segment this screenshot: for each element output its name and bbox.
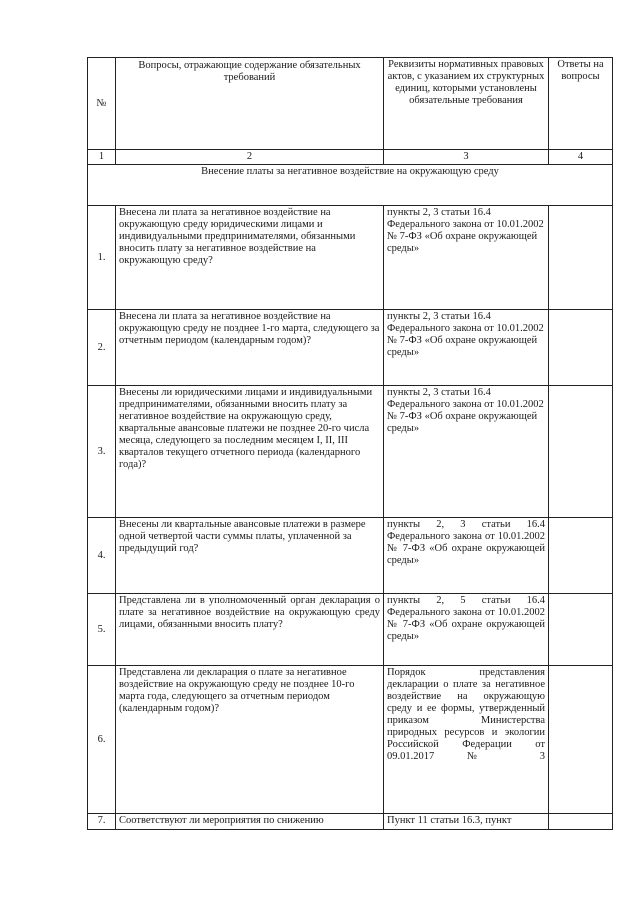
table-row [88,518,613,594]
requisite-cell: пункты 2, 3 статьи 16.4 Федерального закона от 10.01.2002 № 7-ФЗ «Об охране окружающей среды» [384,206,549,310]
header-requisites: Реквизиты нормативных правовых актов, с указанием их структурных единиц, которыми установлены обязательные требования [384,58,549,150]
row-number: 7. [88,814,116,830]
row-number: 4. [88,518,116,594]
question-cell: Внесена ли плата за негативное воздействие на окружающую среду юридическими лицами и индивидуальными предпринимателями, обязанными вносить плату за негативное воздействие на окружающую среду? [116,206,384,310]
column-number-row [88,150,613,165]
column-number: 4 [549,150,613,165]
section-title: Внесение платы за негативное воздействие на окружающую среду [88,165,613,206]
header-row [88,58,613,150]
question-cell: Внесены ли квартальные авансовые платежи в размере одной четвертой части суммы платы, уплаченной за предыдущий год? [116,518,384,594]
table-row [88,310,613,386]
answer-cell [549,310,613,386]
header-answers: Ответы на вопросы [549,58,613,150]
row-number: 2. [88,310,116,386]
requisite-cell: Порядок представления декларации о плате за негативное воздействие на окружающую среду и ее формы, утвержденный приказом Министерства природных ресурсов и экологии Российской Федерации от 09.01.2017 № 3 [384,666,549,814]
row-number: 1. [88,206,116,310]
row-number: 3. [88,386,116,518]
table-row [88,206,613,310]
column-number: 1 [88,150,116,165]
row-number: 5. [88,594,116,666]
table-row [88,666,613,814]
row-number: 6. [88,666,116,814]
question-cell: Внесена ли плата за негативное воздействие на окружающую среду не позднее 1-го марта, следующего за отчетным периодом (календарным годом)? [116,310,384,386]
header-questions: Вопросы, отражающие содержание обязательных требований [116,58,384,150]
section-row [88,165,613,206]
answer-cell [549,206,613,310]
requisite-cell: пункты 2, 3 статьи 16.4 Федерального закона от 10.01.2002 № 7-ФЗ «Об охране окружающей среды» [384,386,549,518]
table-row [88,386,613,518]
answer-cell [549,386,613,518]
answer-cell [549,814,613,830]
requisite-cell: Пункт 11 статьи 16.3, пункт [384,814,549,830]
requisite-cell: пункты 2, 5 статьи 16.4 Федерального закона от 10.01.2002 № 7-ФЗ «Об охране окружающей среды» [384,594,549,666]
requisite-cell: пункты 2, 3 статьи 16.4 Федерального закона от 10.01.2002 № 7-ФЗ «Об охране окружающей среды» [384,518,549,594]
column-number: 2 [116,150,384,165]
requirements-table [87,57,613,830]
question-cell: Внесены ли юридическими лицами и индивидуальными предпринимателями, обязанными вносить плату за негативное воздействие на окружающую среду, квартальные авансовые платежи не позднее 20-го числа месяца, следующего за последним месяцем I, II, III кварталов текущего отчетного периода (календарного года)? [116,386,384,518]
question-cell: Соответствуют ли мероприятия по снижению [116,814,384,830]
table-row [88,814,613,830]
question-cell: Представлена ли в уполномоченный орган декларация о плате за негативное воздействие на окружающую среду лицами, обязанными вносить плату? [116,594,384,666]
question-cell: Представлена ли декларация о плате за негативное воздействие на окружающую среду не позднее 10-го марта года, следующего за отчетным периодом (календарным годом)? [116,666,384,814]
requisite-cell: пункты 2, 3 статьи 16.4 Федерального закона от 10.01.2002 № 7-ФЗ «Об охране окружающей среды» [384,310,549,386]
header-no: № [88,58,116,150]
answer-cell [549,594,613,666]
table-row [88,594,613,666]
answer-cell [549,518,613,594]
answer-cell [549,666,613,814]
column-number: 3 [384,150,549,165]
